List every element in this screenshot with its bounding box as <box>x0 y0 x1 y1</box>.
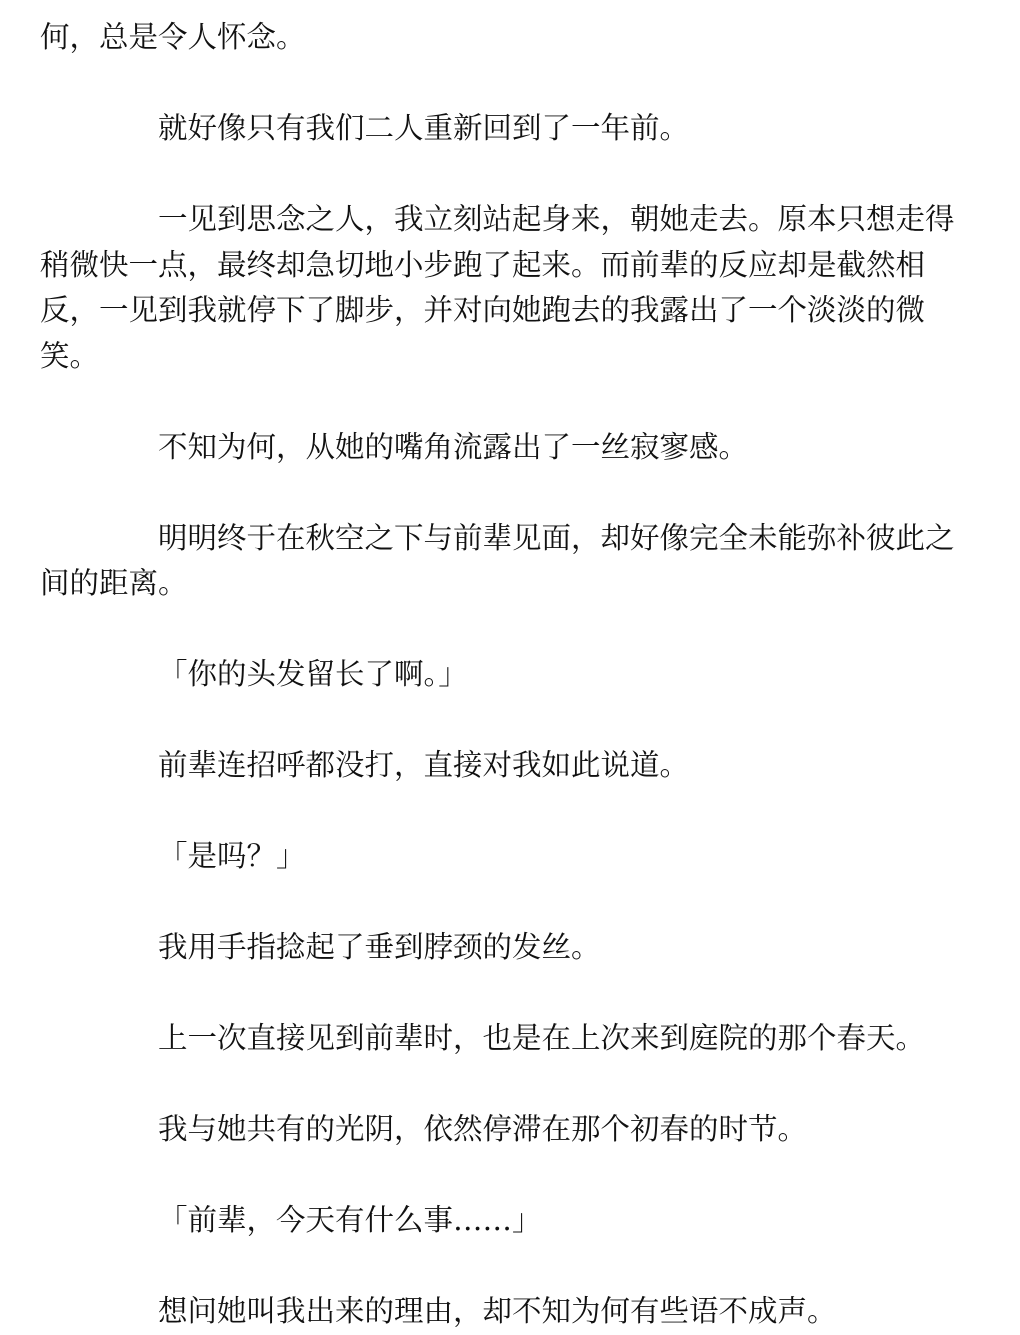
dialogue-line: 「你的头发留长了啊。」 <box>158 657 468 691</box>
document-page <box>40 15 980 1335</box>
paragraph: 不知为何，从她的嘴角流露出了一丝寂寥感。 <box>158 429 749 464</box>
paragraph: 一见到思念之人，我立刻站起身来，朝她走去。原本只想走得稍微快一点，最终却急切地小步跑了起来。而前辈的反应却是截然相反，一见到我就停下了脚步，并对向她跑去的我露出了一个淡淡的微笑。 <box>40 202 955 373</box>
paragraph-continued: 何，总是令人怀念。 <box>40 20 306 54</box>
paragraph: 想问她叫我出来的理由，却不知为何有些语不成声。 <box>158 1294 837 1328</box>
paragraph: 明明终于在秋空之下与前辈见面，却好像完全未能弥补彼此之间的距离。 <box>40 520 955 600</box>
paragraph: 前辈连招呼都没打，直接对我如此说道。 <box>158 748 690 782</box>
dialogue-line: 「前辈，今天有什么事……」 <box>158 1203 542 1237</box>
paragraph: 我与她共有的光阴，依然停滞在那个初春的时节。 <box>158 1112 808 1146</box>
paragraph: 上一次直接见到前辈时，也是在上次来到庭院的那个春天。 <box>158 1021 926 1055</box>
paragraph: 就好像只有我们二人重新回到了一年前。 <box>158 111 690 145</box>
paragraph: 我用手指捻起了垂到脖颈的发丝。 <box>158 930 601 964</box>
dialogue-line: 「是吗？」 <box>158 839 306 873</box>
